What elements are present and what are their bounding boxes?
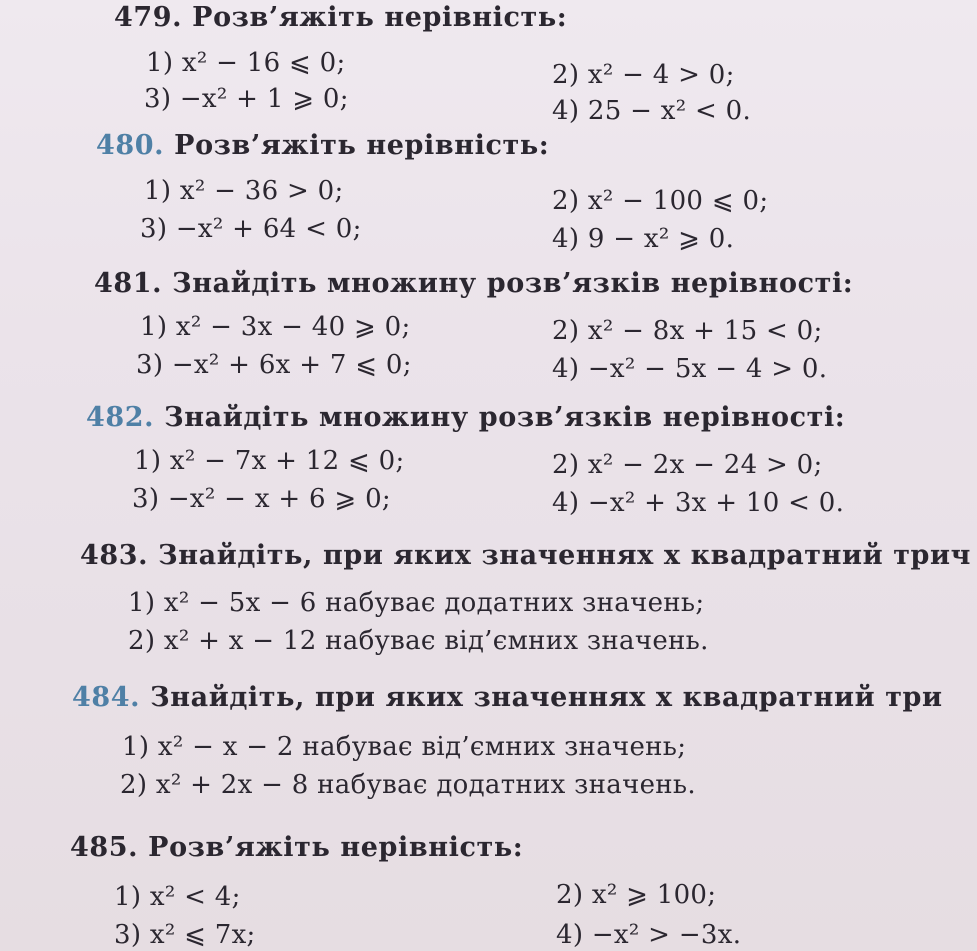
problem-title: Розв’яжіть нерівність: (174, 130, 550, 161)
exercise-item: 3) −x² + 64 < 0; (140, 214, 362, 244)
problem-heading (70, 832, 523, 863)
exercise-item: 1) x² − x − 2 набуває від’ємних значень; (122, 732, 687, 762)
exercise-item: 2) x² ⩾ 100; (556, 880, 717, 910)
exercise-item: 3) −x² + 6x + 7 ⩽ 0; (136, 350, 412, 380)
exercise-item: 2) x² + 2x − 8 набуває додатних значень. (120, 770, 696, 800)
problem-heading (72, 682, 943, 713)
problem-number: 485. (70, 832, 139, 863)
problem-number: 482. (86, 402, 155, 433)
exercise-item: 4) 25 − x² < 0. (552, 96, 752, 126)
problem-heading (86, 402, 845, 433)
exercise-item: 2) x² + x − 12 набуває від’ємних значень. (128, 626, 709, 656)
exercise-item: 1) x² − 16 ⩽ 0; (146, 48, 346, 78)
problem-title: Знайдіть множину розв’язків нерівності: (172, 268, 854, 299)
problem-title: Знайдіть множину розв’язків нерівності: (164, 402, 846, 433)
problem-heading (114, 2, 567, 33)
exercise-item: 2) x² − 8x + 15 < 0; (552, 316, 823, 346)
exercise-item: 4) −x² − 5x − 4 > 0. (552, 354, 828, 384)
problem-heading (96, 130, 549, 161)
exercise-item: 4) −x² + 3x + 10 < 0. (552, 488, 845, 518)
exercise-item: 1) x² < 4; (114, 882, 241, 912)
exercise-item: 3) x² ⩽ 7x; (114, 920, 256, 950)
problem-number: 480. (96, 130, 165, 161)
exercise-item: 4) 9 − x² ⩾ 0. (552, 224, 735, 254)
exercise-item: 2) x² − 4 > 0; (552, 60, 735, 90)
exercise-item: 3) −x² + 1 ⩾ 0; (144, 84, 349, 114)
exercise-item: 1) x² − 36 > 0; (144, 176, 344, 206)
problem-number: 481. (94, 268, 163, 299)
exercise-item: 1) x² − 7x + 12 ⩽ 0; (134, 446, 405, 476)
exercise-item: 2) x² − 2x − 24 > 0; (552, 450, 823, 480)
problem-title: Розв’яжіть нерівність: (192, 2, 568, 33)
exercise-item: 1) x² − 3x − 40 ⩾ 0; (140, 312, 411, 342)
problem-title: Розв’яжіть нерівність: (148, 832, 524, 863)
problem-number: 483. (80, 540, 149, 571)
problem-title: Знайдіть, при яких значеннях x квадратний трич (158, 540, 972, 571)
problem-heading (94, 268, 853, 299)
exercise-item: 1) x² − 5x − 6 набуває додатних значень; (128, 588, 705, 618)
problem-title: Знайдіть, при яких значеннях x квадратний три (150, 682, 943, 713)
exercise-item: 4) −x² > −3x. (556, 920, 742, 950)
exercise-item: 3) −x² − x + 6 ⩾ 0; (132, 484, 391, 514)
exercise-item: 2) x² − 100 ⩽ 0; (552, 186, 769, 216)
problem-number: 484. (72, 682, 141, 713)
problem-number: 479. (114, 2, 183, 33)
problem-heading (80, 540, 971, 571)
